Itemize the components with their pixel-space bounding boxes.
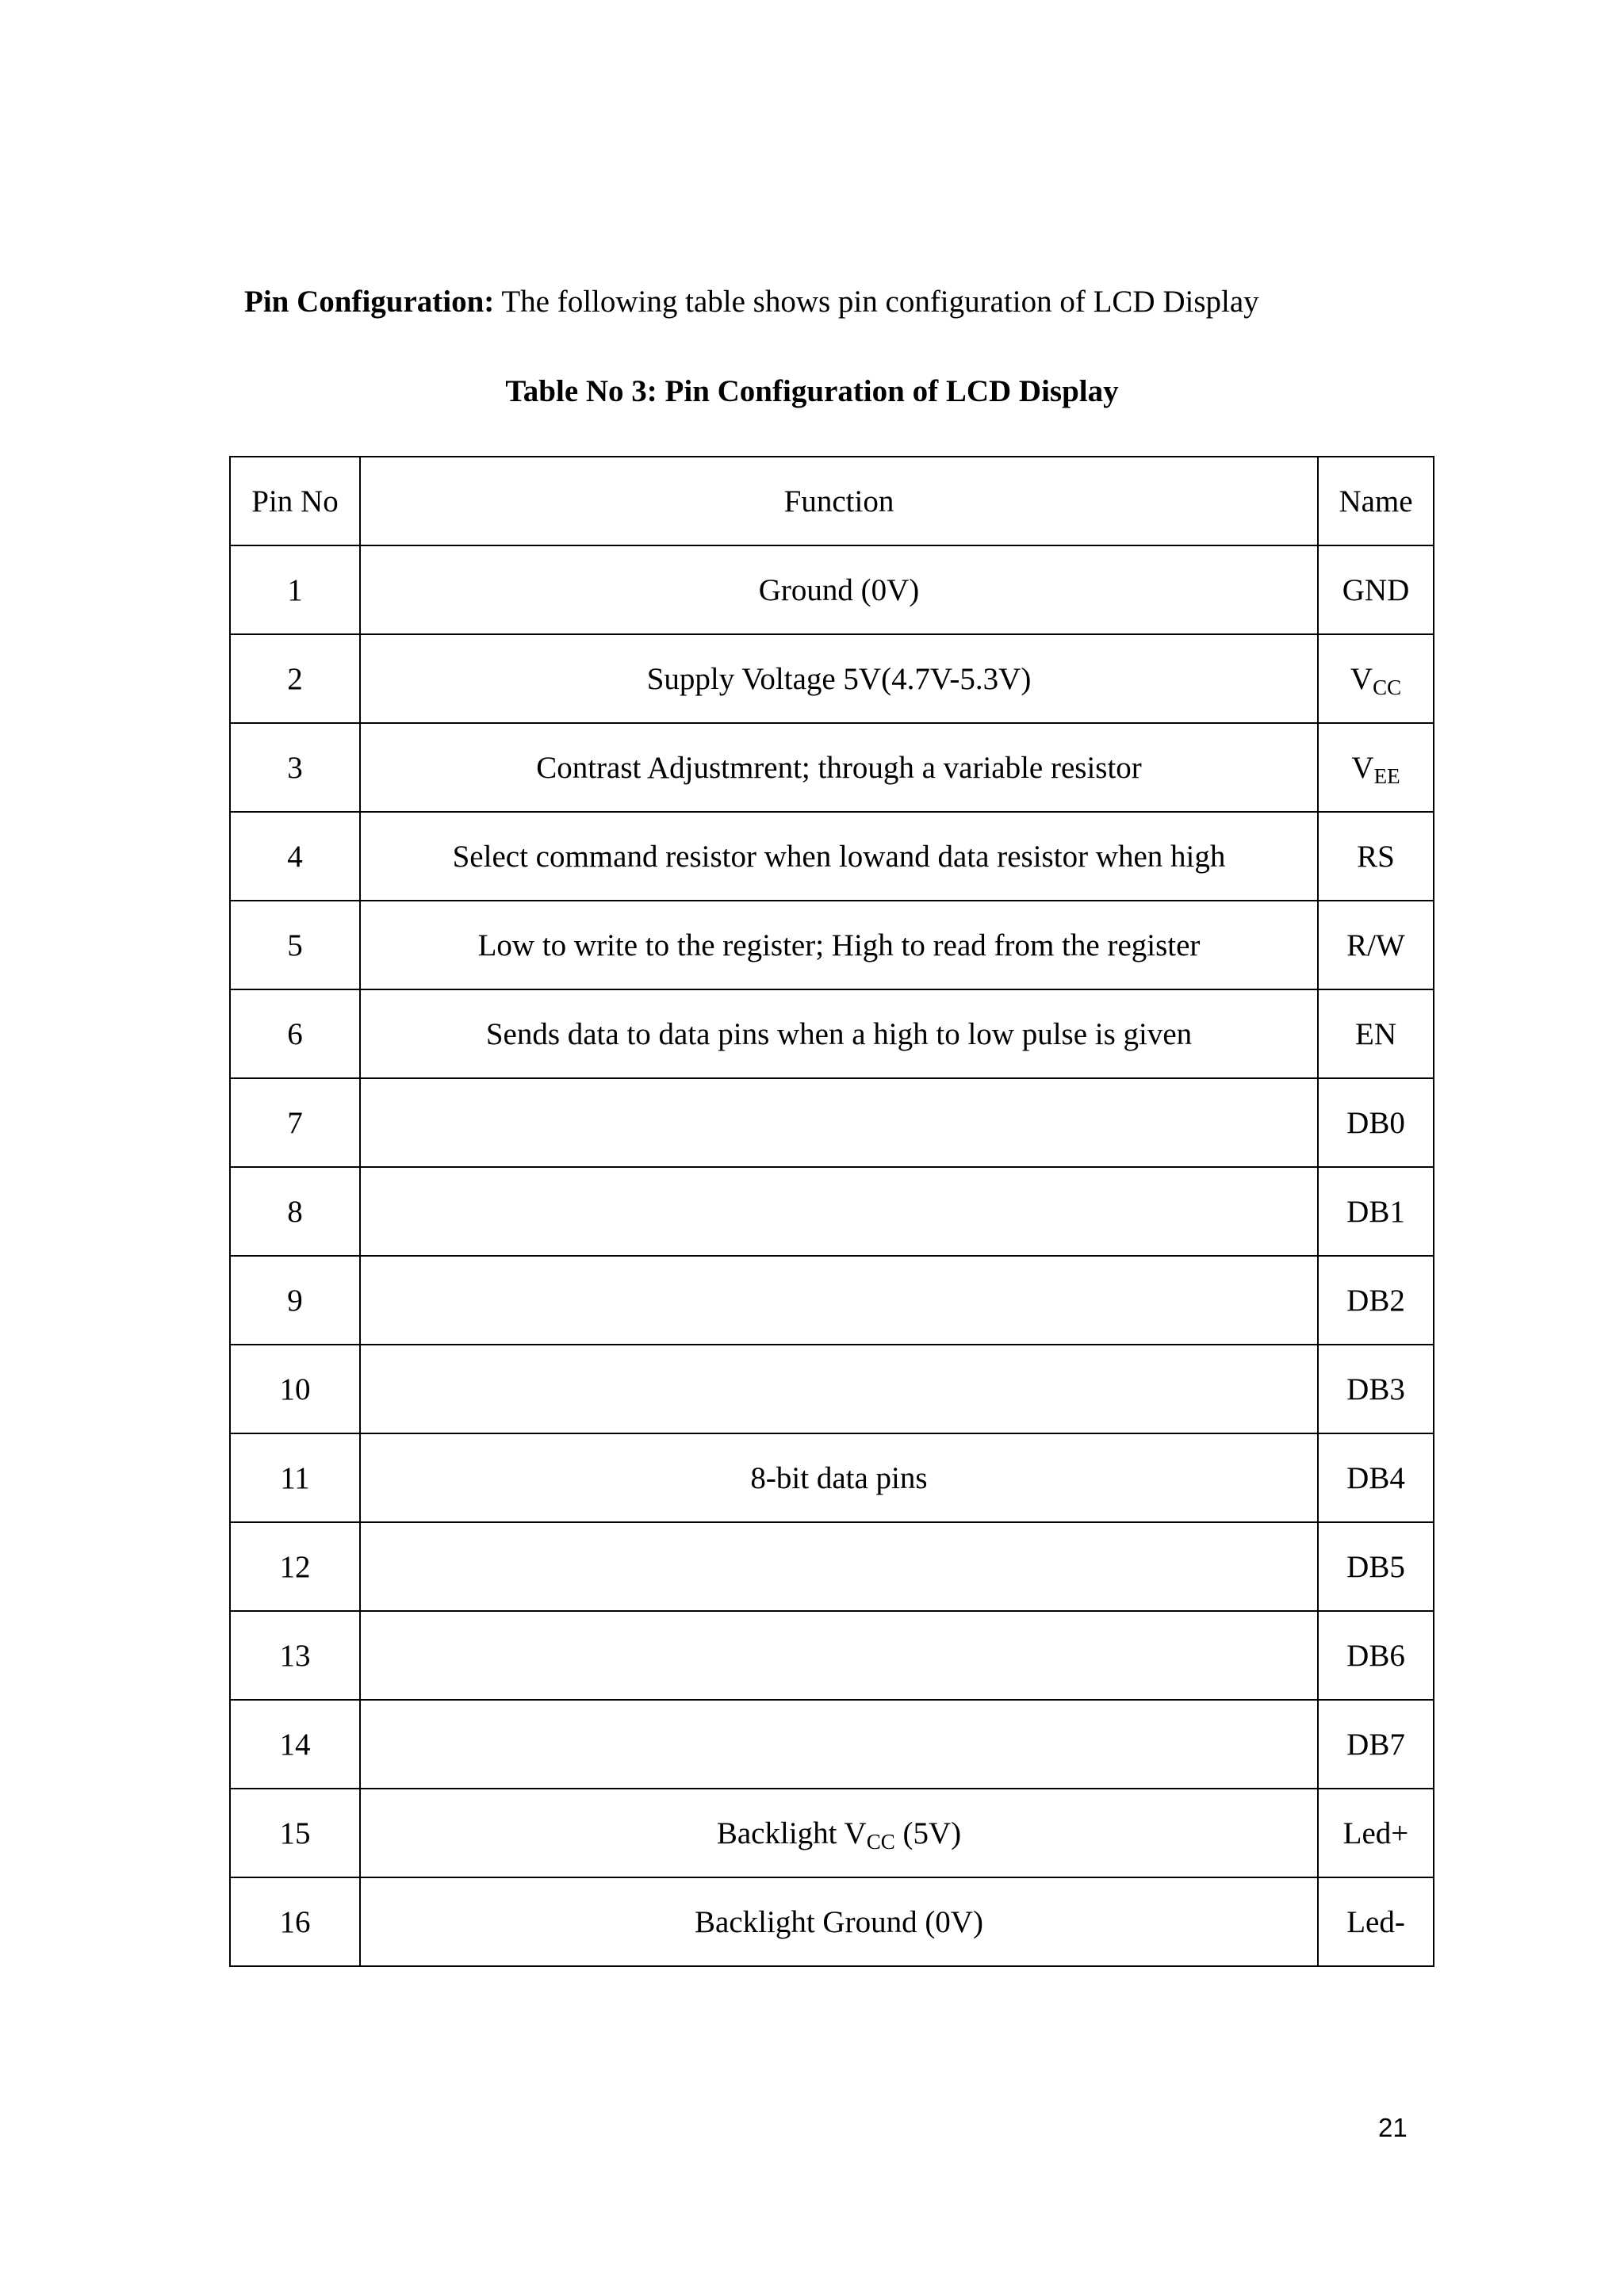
function-cell: [360, 1789, 1318, 1877]
name-subscript: EE: [1373, 763, 1400, 788]
table-header-row: [230, 457, 1434, 545]
function-cell: 8-bit data pins: [360, 1433, 1318, 1522]
table-row: [230, 901, 1434, 989]
pin-no-cell: 2: [230, 634, 360, 723]
name-subscript: CC: [1373, 675, 1402, 699]
pin-no-cell: 1: [230, 545, 360, 634]
function-subscript: CC: [866, 1829, 895, 1854]
table-row: [230, 812, 1434, 901]
name-cell: DB3: [1318, 1345, 1434, 1433]
function-cell: [360, 1345, 1318, 1433]
name-cell: R/W: [1318, 901, 1434, 989]
name-cell: [1318, 634, 1434, 723]
header-name: Name: [1318, 457, 1434, 545]
name-cell: DB7: [1318, 1700, 1434, 1789]
pin-no-cell: 6: [230, 989, 360, 1078]
table-row: [230, 1522, 1434, 1611]
function-cell: [360, 1522, 1318, 1611]
pin-no-cell: 14: [230, 1700, 360, 1789]
name-cell: DB5: [1318, 1522, 1434, 1611]
pin-no-cell: 16: [230, 1877, 360, 1966]
function-cell: Sends data to data pins when a high to low pulse is given: [360, 989, 1318, 1078]
function-cell: [360, 1078, 1318, 1167]
table-row: [230, 1167, 1434, 1256]
table-row: [230, 1078, 1434, 1167]
name-cell: RS: [1318, 812, 1434, 901]
header-function: Function: [360, 457, 1318, 545]
function-cell: [360, 1167, 1318, 1256]
name-cell: Led+: [1318, 1789, 1434, 1877]
name-cell: DB2: [1318, 1256, 1434, 1345]
table-row: [230, 634, 1434, 723]
pin-no-cell: 9: [230, 1256, 360, 1345]
table-row: [230, 1611, 1434, 1700]
intro-heading: Pin Configuration:: [244, 285, 495, 319]
table-row: [230, 1700, 1434, 1789]
function-text-pre: Backlight V: [716, 1816, 867, 1850]
table-caption: Table No 3: Pin Configuration of LCD Display: [505, 374, 1119, 408]
function-cell: Select command resistor when lowand data resistor when high: [360, 812, 1318, 901]
function-cell: [360, 1611, 1318, 1700]
name-cell: EN: [1318, 989, 1434, 1078]
header-pin-no: Pin No: [230, 457, 360, 545]
function-cell: [360, 1700, 1318, 1789]
name-cell: DB4: [1318, 1433, 1434, 1522]
function-cell: Ground (0V): [360, 545, 1318, 634]
function-cell: Supply Voltage 5V(4.7V-5.3V): [360, 634, 1318, 723]
table-row: [230, 1345, 1434, 1433]
name-cell: [1318, 723, 1434, 812]
pin-no-cell: 12: [230, 1522, 360, 1611]
function-cell: Contrast Adjustmrent; through a variable resistor: [360, 723, 1318, 812]
name-cell: GND: [1318, 545, 1434, 634]
pin-no-cell: 5: [230, 901, 360, 989]
table-row: [230, 1789, 1434, 1877]
table-row: [230, 989, 1434, 1078]
name-main: V: [1350, 661, 1373, 696]
table-row: [230, 1877, 1434, 1966]
page-number: 21: [1378, 2113, 1408, 2142]
pin-no-cell: 10: [230, 1345, 360, 1433]
name-cell: DB1: [1318, 1167, 1434, 1256]
function-text-post: (5V): [894, 1816, 962, 1850]
pin-no-cell: 4: [230, 812, 360, 901]
pin-no-cell: 3: [230, 723, 360, 812]
intro-paragraph: [244, 281, 1259, 323]
pin-no-cell: 13: [230, 1611, 360, 1700]
function-cell: Backlight Ground (0V): [360, 1877, 1318, 1966]
name-cell: DB0: [1318, 1078, 1434, 1167]
pin-no-cell: 15: [230, 1789, 360, 1877]
table-row: [230, 1256, 1434, 1345]
pin-no-cell: 11: [230, 1433, 360, 1522]
pin-configuration-table: [229, 456, 1434, 1967]
name-cell: Led-: [1318, 1877, 1434, 1966]
table-row: [230, 723, 1434, 812]
function-cell: [360, 1256, 1318, 1345]
pin-no-cell: 7: [230, 1078, 360, 1167]
table-row: [230, 1433, 1434, 1522]
name-main: V: [1351, 750, 1374, 785]
name-cell: DB6: [1318, 1611, 1434, 1700]
table-row: [230, 545, 1434, 634]
function-cell: Low to write to the register; High to read from the register: [360, 901, 1318, 989]
pin-no-cell: 8: [230, 1167, 360, 1256]
intro-text: The following table shows pin configuration of LCD Display: [494, 285, 1259, 319]
